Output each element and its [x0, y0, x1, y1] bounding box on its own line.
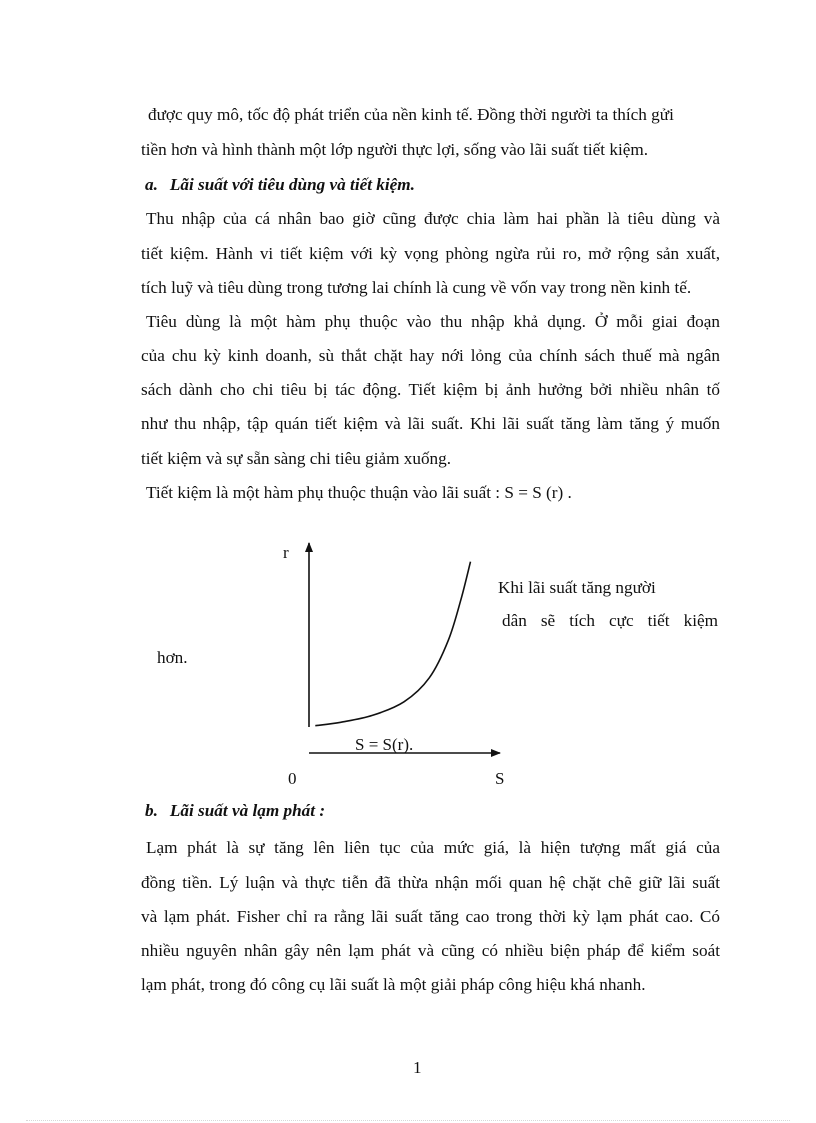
paragraph-5-line-3: và lạm phát. Fisher chỉ ra rằng lãi suất tăng cao trong thời kỳ lạm phát cao. Có — [141, 907, 720, 926]
paragraph-5-line-5: lạm phát, trong đó công cụ lãi suất là một giải pháp công hiệu khá nhanh. — [141, 975, 646, 994]
paragraph-3-line-2: của chu kỳ kinh doanh, sù thắt chặt hay nới lỏng của chính sách thuế mà ngân — [141, 346, 720, 365]
paragraph-4-line: Tiết kiệm là một hàm phụ thuộc thuận vào lãi suất : S = S (r) . — [146, 483, 572, 502]
paragraph-2-line-1: Thu nhập của cá nhân bao giờ cũng được chia làm hai phần là tiêu dùng và — [146, 209, 720, 228]
footer-divider — [26, 1120, 790, 1121]
section-a-marker: a. — [145, 175, 158, 194]
chart-caption-line-2: dân sẽ tích cực tiết kiệm — [502, 611, 718, 630]
paragraph-3-line-3: sách dành cho chi tiêu bị tác động. Tiết kiệm bị ảnh hưởng bởi nhiều nhân tố — [141, 380, 720, 399]
section-a-title: Lãi suất với tiêu dùng và tiết kiệm. — [169, 175, 415, 194]
paragraph-3-line-1: Tiêu dùng là một hàm phụ thuộc vào thu nhập khả dụng. Ở mỗi giai đoạn — [146, 312, 720, 331]
paragraph-1-line-2: tiền hơn và hình thành một lớp người thực lợi, sống vào lãi suất tiết kiệm. — [141, 140, 649, 159]
page-number: 1 — [413, 1058, 422, 1077]
savings-curve — [315, 562, 470, 726]
paragraph-1-line-1: được quy mô, tốc độ phát triển của nền kinh tế. Đồng thời người ta thích gửi — [148, 105, 674, 124]
paragraph-2-line-2: tiết kiệm. Hành vi tiết kiệm với kỳ vọng phòng ngừa rủi ro, mở rộng sản xuất, — [141, 244, 720, 263]
paragraph-2-line-3: tích luỹ và tiêu dùng trong tương lai chính là cung về vốn vay trong nền kinh tế. — [141, 278, 692, 297]
chart-caption-line-3: hơn. — [157, 648, 188, 667]
x-axis-label: S — [495, 769, 505, 788]
paragraph-3-line-5: tiết kiệm và sự sẵn sàng chi tiêu giảm xuống. — [141, 449, 452, 468]
section-b-title: Lãi suất và lạm phát : — [169, 801, 326, 820]
paragraph-5-line-4: nhiều nguyên nhân gây nên lạm phát và cũng có nhiều biện pháp để kiểm soát — [141, 941, 720, 960]
y-axis-label: r — [283, 543, 289, 562]
paragraph-5-line-2: đồng tiền. Lý luận và thực tiễn đã thừa nhận mối quan hệ chặt chẽ giữ lãi suất — [141, 873, 720, 892]
paragraph-3-line-4: như thu nhập, tập quán tiết kiệm và lãi suất. Khi lãi suất tăng làm tăng ý muốn — [141, 414, 720, 433]
origin-label: 0 — [288, 769, 297, 788]
curve-label: S = S(r). — [355, 735, 414, 754]
section-b-marker: b. — [145, 801, 158, 820]
chart-caption-line-1: Khi lãi suất tăng người — [498, 578, 656, 597]
paragraph-5-line-1: Lạm phát là sự tăng lên liên tục của mức giá, là hiện tượng mất giá của — [146, 838, 720, 857]
section-b-heading — [145, 802, 325, 819]
